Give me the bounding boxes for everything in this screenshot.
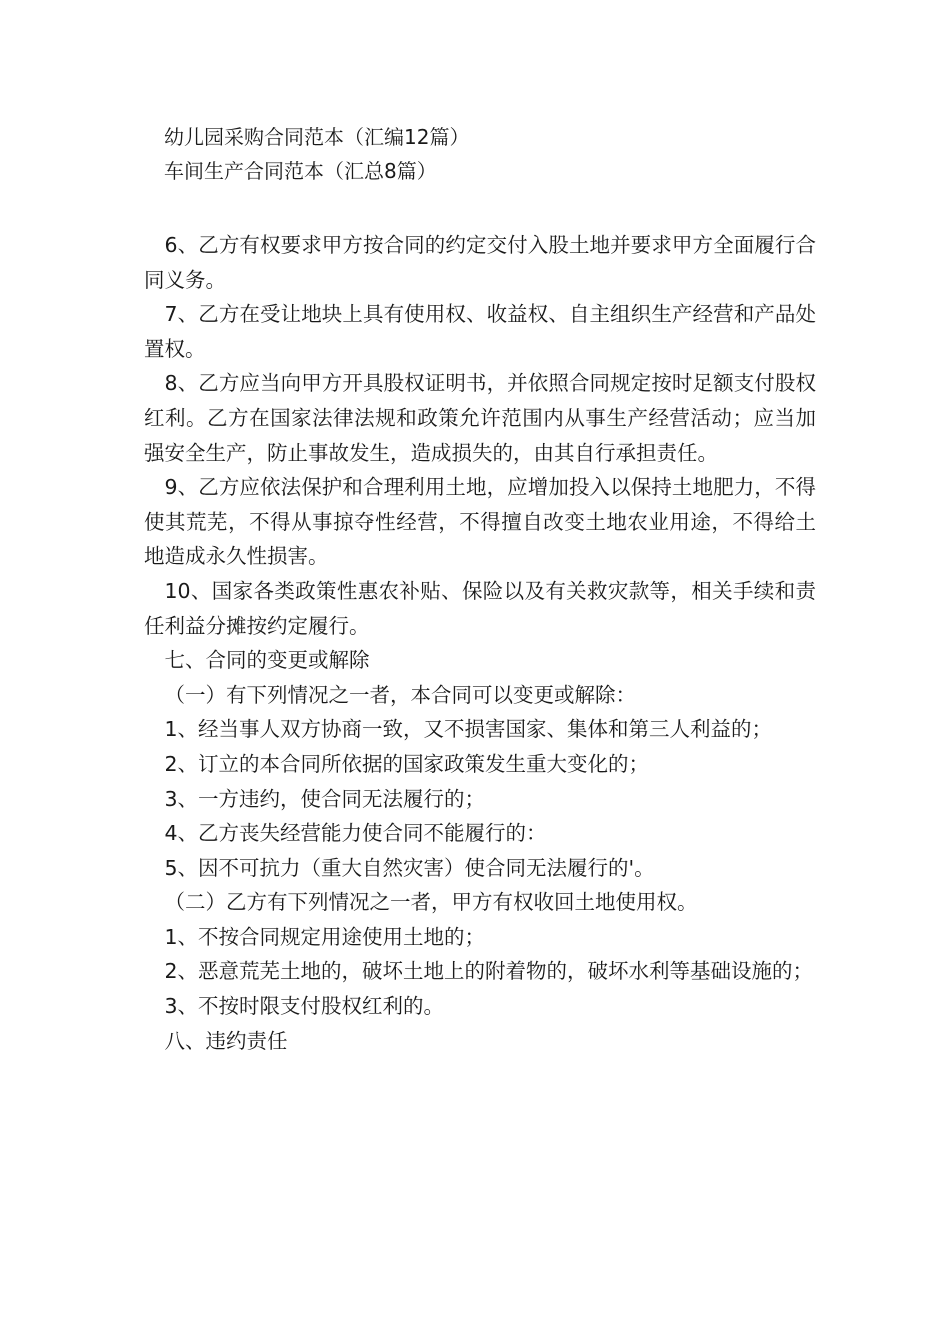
revoke-condition-2: 2、恶意荒芜土地的，破坏土地上的附着物的，破坏水利等基础设施的； <box>164 959 814 984</box>
clause-9: 9、乙方应依法保护和合理利用土地，应增加投入以保持土地肥力，不得使其荒芜，不得从事掠夺性经营，不得擅自改变土地农业用途，不得给土地造成永久性损害。 <box>144 475 816 569</box>
revoke-condition-3: 3、不按时限支付股权红利的。 <box>164 994 445 1019</box>
contract-body <box>144 228 816 1058</box>
change-condition-4: 4、乙方丧失经营能力使合同不能履行的： <box>164 821 547 846</box>
clause-10: 10、国家各类政策性惠农补贴、保险以及有关救灾款等，相关手续和责任利益分摊按约定履行。 <box>144 578 816 638</box>
revoke-condition-1: 1、不按合同规定用途使用土地的； <box>164 924 486 949</box>
change-condition-1: 1、经当事人双方协商一致，又不损害国家、集体和第三人利益的； <box>164 717 773 742</box>
clause-7: 7、乙方在受让地块上具有使用权、收益权、自主组织生产经营和产品处置权。 <box>144 302 816 361</box>
subsection-1-intro: （一）有下列情况之一者，本合同可以变更或解除： <box>164 682 636 707</box>
related-link-kindergarten-procurement[interactable]: 幼儿园采购合同范本（汇编12篇） <box>164 125 470 149</box>
section-heading-7: 七、合同的变更或解除 <box>164 648 370 673</box>
change-condition-5: 5、因不可抗力（重大自然灾害）使合同无法履行的'。 <box>164 855 655 880</box>
related-link-workshop-production[interactable]: 车间生产合同范本（汇总8篇） <box>164 159 437 183</box>
change-condition-2: 2、订立的本合同所依据的国家政策发生重大变化的； <box>164 751 650 776</box>
section-heading-8: 八、违约责任 <box>164 1028 288 1053</box>
change-condition-3: 3、一方违约，使合同无法履行的； <box>164 786 486 811</box>
subsection-2-intro: （二）乙方有下列情况之一者，甲方有权收回土地使用权。 <box>164 890 698 915</box>
clause-6: 6、乙方有权要求甲方按合同的约定交付入股土地并要求甲方全面履行合同义务。 <box>144 233 816 292</box>
clause-8: 8、乙方应当向甲方开具股权证明书，并依照合同规定按时足额支付股权红利。乙方在国家法律法规和政策允许范围内从事生产经营活动；应当加强安全生产，防止事故发生，造成损失的，由其自行承担责任。 <box>144 371 816 465</box>
related-documents <box>164 120 804 188</box>
